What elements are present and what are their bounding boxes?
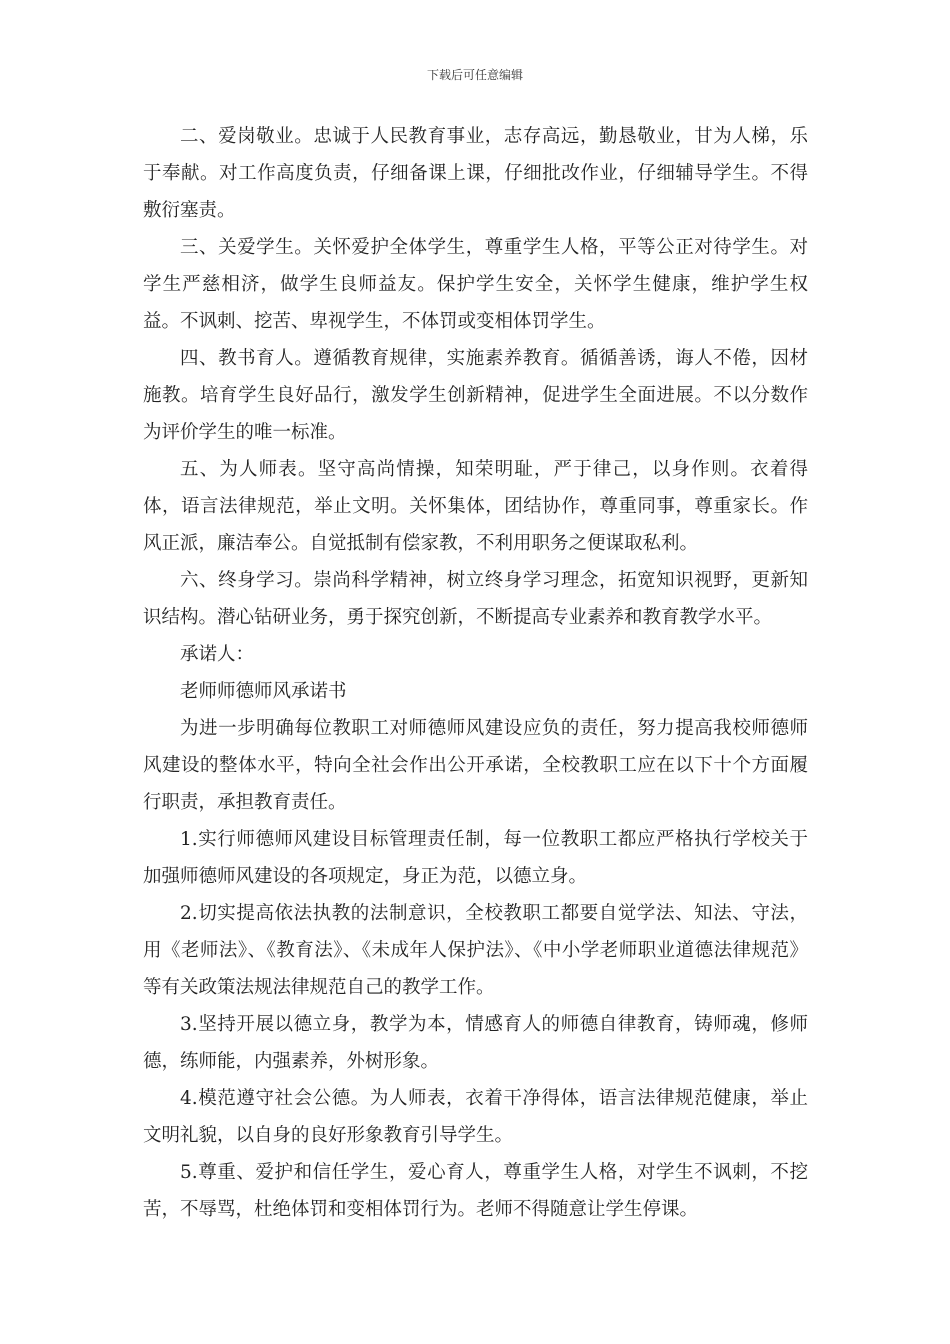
page-header: 下载后可任意编辑 [426, 68, 523, 82]
paragraph-aigang-jingye: 二、爱岗敬业。忠诚于人民教育事业，志存高远，勤恳敬业，甘为人梯，乐于奉献。对工作高度负责，仔细备课上课，仔细批改作业，仔细辅导学生。不得敷衍塞责。 [143, 126, 808, 221]
paragraph-zhongshen-xuexi: 六、终身学习。崇尚科学精神，树立终身学习理念，拓宽知识视野，更新知识结构。潜心钻研业务，勇于探究创新，不断提高专业素养和教育教学水平。 [143, 570, 808, 628]
paragraph-jiaoshu-yuren: 四、教书育人。遵循教育规律，实施素养教育。循循善诱，诲人不倦，因材施教。培育学生良好品行，激发学生创新精神，促进学生全面进展。不以分数作为评价学生的唯一标准。 [143, 348, 808, 443]
section-title: 老师师德师风承诺书 [180, 681, 347, 702]
list-item-1: 1.实行师德师风建设目标管理责任制，每一位教职工都应严格执行学校关于加强师德师风建设的各项规定，身正为范，以德立身。 [143, 829, 808, 887]
document-body [143, 118, 808, 1228]
paragraph-weiren-shibiao: 五、为人师表。坚守高尚情操，知荣明耻，严于律己，以身作则。衣着得体，语言法律规范，举止文明。关怀集体，团结协作，尊重同事，尊重家长。作风正派，廉洁奉公。自觉抵制有偿家教，不利用职务之便谋取私利。 [143, 459, 808, 554]
list-item-5: 5.尊重、爱护和信任学生，爱心育人，尊重学生人格，对学生不讽刺，不挖苦，不辱骂，杜绝体罚和变相体罚行为。老师不得随意让学生停课。 [143, 1162, 808, 1220]
list-item-3: 3.坚持开展以德立身，教学为本，情感育人的师德自律教育，铸师魂，修师德，练师能，内强素养，外树形象。 [143, 1014, 808, 1072]
list-item-2: 2.切实提高依法执教的法制意识，全校教职工都要自觉学法、知法、守法，用《老师法》、《教育法》、《未成年人保护法》、《中小学老师职业道德法律规范》等有关政策法规法律规范自己的教学工作。 [143, 903, 808, 998]
signatory-label: 承诺人： [180, 644, 255, 665]
list-item-4: 4.模范遵守社会公德。为人师表，衣着干净得体，语言法律规范健康，举止文明礼貌，以自身的良好形象教育引导学生。 [143, 1088, 808, 1146]
paragraph-intro: 为进一步明确每位教职工对师德师风建设应负的责任，努力提高我校师德师风建设的整体水平，特向全社会作出公开承诺，全校教职工应在以下十个方面履行职责，承担教育责任。 [143, 718, 808, 813]
paragraph-guanai-xuesheng: 三、关爱学生。关怀爱护全体学生，尊重学生人格，平等公正对待学生。对学生严慈相济，做学生良师益友。保护学生安全，关怀学生健康，维护学生权益。不讽刺、挖苦、卑视学生，不体罚或变相体罚学生。 [143, 237, 808, 332]
